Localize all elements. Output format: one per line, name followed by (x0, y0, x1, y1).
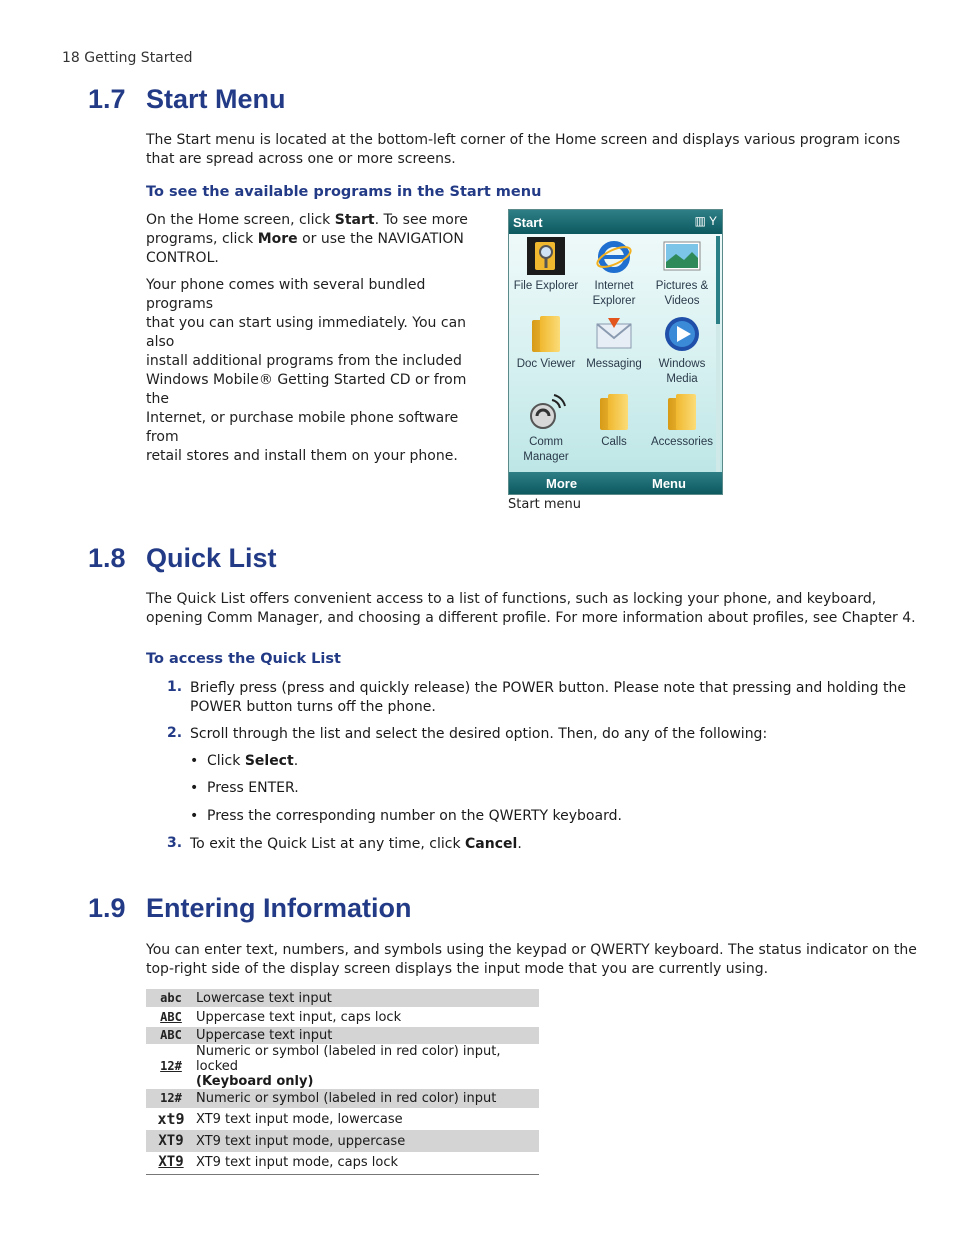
app-file-explorer[interactable] (511, 236, 581, 294)
app-label: Calls (601, 436, 627, 448)
app-pictures-videos[interactable] (647, 236, 717, 309)
intro-line: The Start menu is located at the bottom-left corner of the Home screen and displays various program icons (146, 132, 901, 148)
paragraph-line: retail stores and install them on your phone. (146, 448, 458, 464)
section-heading-quick-list (88, 543, 277, 574)
mode-description: Lowercase text input (196, 990, 332, 1006)
intro-line: top-right side of the display screen displays the input mode that you are currently using. (146, 961, 769, 977)
folder-icon (594, 392, 634, 432)
app-messaging[interactable] (579, 314, 649, 372)
app-label: Explorer (592, 295, 636, 307)
step-text: To exit the Quick List at any time, click Cancel. (190, 836, 522, 852)
app-label: Videos (664, 295, 700, 307)
section-number: 1.8 (88, 543, 126, 573)
numeric-locked-mode-icon: 12# (160, 1059, 182, 1073)
app-accessories[interactable] (647, 392, 717, 450)
mode-description: Uppercase text input, caps lock (196, 1009, 402, 1025)
app-label: Accessories (651, 436, 713, 448)
step-line: Briefly press (press and quickly release) the POWER button. Please note that pressing and holding the (190, 680, 906, 696)
bullet-marker: • (190, 780, 199, 796)
app-label: File Explorer (513, 280, 579, 292)
table-row (146, 1108, 539, 1130)
page-header: 18 Getting Started (62, 50, 193, 66)
numeric-mode-icon: 12# (160, 1091, 182, 1105)
mode-description: XT9 text input mode, caps lock (196, 1152, 539, 1174)
app-label: Manager (523, 451, 569, 463)
quick-list-intro (146, 590, 916, 628)
table-row (146, 1130, 539, 1152)
start-menu-intro (146, 131, 900, 169)
app-label: Messaging (586, 358, 642, 370)
instruction-line: programs, click More or use the NAVIGATION (146, 231, 464, 247)
internet-explorer-icon (594, 236, 634, 276)
windows-media-icon (662, 314, 702, 354)
paragraph-line: Windows Mobile® Getting Started CD or from the (146, 372, 467, 407)
mode-description (196, 1044, 539, 1089)
mode-description: Uppercase text input (196, 1028, 333, 1043)
section-number: 1.7 (88, 84, 126, 114)
bullet-text: Press ENTER. (207, 780, 299, 796)
intro-line: that are spread across one or more screens. (146, 151, 456, 167)
paragraph-line: that you can start using immediately. You can also (146, 315, 467, 350)
app-label: Media (666, 373, 698, 385)
intro-line: opening Comm Manager, and choosing a different profile. For more information about profiles, see Chapter 4. (146, 610, 916, 626)
phone-title-bar (509, 210, 722, 234)
file-explorer-icon (526, 236, 566, 276)
app-comm-manager[interactable] (511, 392, 581, 465)
start-menu-instructions (146, 211, 486, 268)
table-row (146, 1089, 539, 1108)
table-row (146, 989, 539, 1007)
more-softkey[interactable]: More (546, 476, 578, 491)
table-row (146, 1152, 539, 1174)
bullet-text: Press the corresponding number on the QWERTY keyboard. (207, 808, 622, 824)
instruction-line: On the Home screen, click Start. To see more (146, 212, 468, 228)
comm-manager-icon (526, 392, 566, 432)
folder-icon (662, 392, 702, 432)
battery-signal-icon: ▥ Y (694, 214, 717, 228)
phone-title: Start (513, 215, 543, 230)
app-calls[interactable] (579, 392, 649, 450)
caps-lock-mode-icon: ABC (160, 1009, 182, 1024)
quick-list-subheading: To access the Quick List (146, 651, 341, 667)
mode-description: XT9 text input mode, uppercase (196, 1133, 406, 1149)
section-title: Entering Information (146, 893, 412, 923)
instruction-line: CONTROL. (146, 250, 219, 266)
app-internet-explorer[interactable] (579, 236, 649, 309)
mode-description-line: (Keyboard only) (196, 1074, 314, 1089)
pictures-videos-icon (662, 236, 702, 276)
section-heading-start-menu (88, 84, 286, 115)
mode-description: XT9 text input mode, lowercase (196, 1111, 403, 1127)
section-heading-entering-information (88, 893, 412, 924)
lowercase-mode-icon: abc (160, 990, 182, 1005)
bundled-programs-paragraph (146, 276, 491, 466)
figure-caption: Start menu (508, 497, 582, 512)
phone-softkey-bar (509, 472, 722, 494)
menu-softkey[interactable]: Menu (652, 476, 686, 491)
start-menu-subheading: To see the available programs in the Start menu (146, 184, 542, 200)
app-label: Windows (658, 358, 706, 370)
mode-description: Numeric or symbol (labeled in red color) input (196, 1091, 497, 1106)
mode-description-line: Numeric or symbol (labeled in red color) input, locked (196, 1044, 501, 1074)
section-title: Start Menu (146, 84, 286, 114)
table-row (146, 1027, 539, 1044)
app-doc-viewer[interactable] (511, 314, 581, 372)
paragraph-line: Your phone comes with several bundled programs (146, 277, 426, 312)
bullet-marker: • (190, 753, 199, 769)
entering-information-intro (146, 941, 917, 979)
envelope-icon (594, 314, 634, 354)
app-label: Comm (529, 436, 563, 448)
xt9-uppercase-icon: XT9 (158, 1132, 184, 1149)
step-number: 3. (167, 835, 183, 851)
intro-line: You can enter text, numbers, and symbols using the keypad or QWERTY keyboard. The status indicator on the (146, 942, 917, 958)
bullet-text: Click Select. (207, 753, 299, 769)
app-label: Internet (594, 280, 634, 292)
section-number: 1.9 (88, 893, 126, 923)
uppercase-mode-icon: ABC (160, 1028, 182, 1042)
xt9-caps-lock-icon: XT9 (146, 1152, 196, 1174)
step-text: Scroll through the list and select the desired option. Then, do any of the following: (190, 726, 768, 742)
xt9-lowercase-icon: xt9 (157, 1109, 185, 1128)
input-mode-table (146, 989, 539, 1175)
section-title: Quick List (146, 543, 277, 573)
table-row (146, 1044, 539, 1089)
step-number: 1. (167, 679, 183, 695)
paragraph-line: install additional programs from the included (146, 353, 462, 369)
table-row (146, 1007, 539, 1027)
start-menu-screenshot (508, 209, 723, 495)
folder-icon (526, 314, 566, 354)
intro-line: The Quick List offers convenient access to a list of functions, such as locking your phone, and keyboard, (146, 591, 877, 607)
paragraph-line: Internet, or purchase mobile phone software from (146, 410, 459, 445)
app-label: Pictures & (655, 280, 709, 292)
step-text (190, 679, 906, 717)
bullet-marker: • (190, 808, 199, 824)
step-line: POWER button turns off the phone. (190, 699, 436, 715)
app-label: Doc Viewer (516, 358, 576, 370)
app-windows-media[interactable] (647, 314, 717, 387)
step-number: 2. (167, 725, 183, 741)
